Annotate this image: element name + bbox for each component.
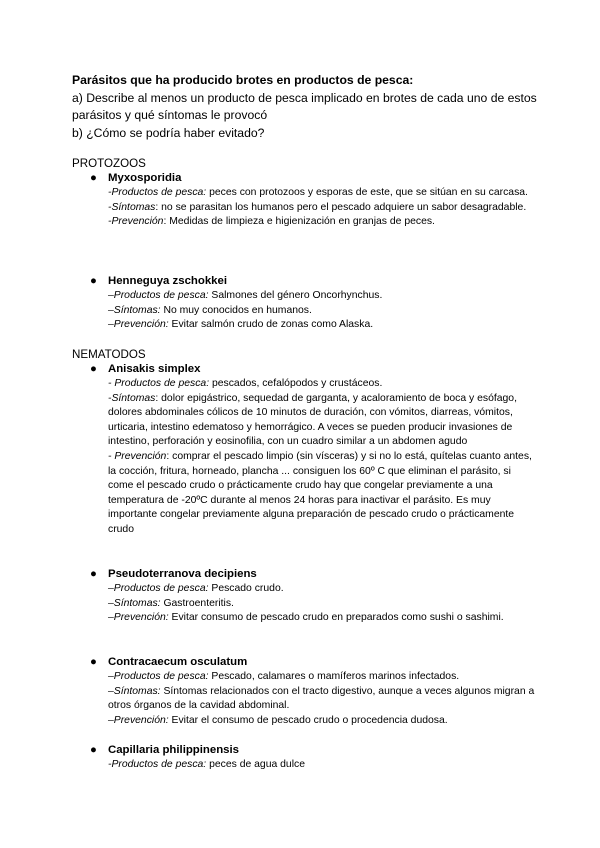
section-title-nematodos: NEMATODOS xyxy=(72,348,146,361)
products-line: –Productos de pesca: Pescado crudo. xyxy=(108,583,284,594)
entry-name: Henneguya zschokkei xyxy=(108,275,228,287)
symptoms-line: -Síntomas: no se parasitan los humanos pero el pescado adquiere un sabor desagradable. xyxy=(108,201,527,213)
prevention-line: –Prevención: Evitar salmón crudo de zonas como Alaska. xyxy=(108,319,374,331)
bullet-icon: ● xyxy=(90,275,97,287)
entry-name: Contracaecum osculatum xyxy=(108,656,248,668)
entry-capillaria xyxy=(90,743,535,773)
symptoms-line: –Síntomas: Síntomas relacionados con el tracto digestivo, aunque a veces algunos migran a otros órganos de la cavidad abdominal. xyxy=(108,685,535,712)
products-line: - Productos de pesca: pescados, cefalópodos y crustáceos. xyxy=(108,378,383,389)
entry-body xyxy=(90,289,535,333)
bullet-icon: ● xyxy=(90,656,97,668)
entry-anisakis xyxy=(90,362,535,538)
entry-heading xyxy=(90,274,535,289)
entry-body xyxy=(90,582,535,626)
entry-pseudoterranova xyxy=(90,567,535,626)
prevention-line: –Prevención: Evitar el consumo de pescado crudo o procedencia dudosa. xyxy=(108,714,448,726)
header xyxy=(72,72,542,142)
entry-body xyxy=(90,377,535,538)
products-line: -Productos de pesca: peces de agua dulce xyxy=(108,759,305,770)
entry-name: Myxosporidia xyxy=(108,172,182,184)
entry-heading xyxy=(90,567,535,582)
question-a: a) Describe al menos un producto de pesca implicado en brotes de cada uno de estos parásitos y qué síntomas le provocó xyxy=(72,90,537,122)
entry-name: Pseudoterranova decipiens xyxy=(108,568,257,580)
symptoms-line: -Síntomas: dolor epigástrico, sequedad de garganta, y acaloramiento de boca y esófago, dolores abdominales cólicos de 10 minutos de duración, con vómitos, diarreas, vómitos, urticaria, intestino edematoso y hemorrágico. A veces se pueden producir invasiones de intestino, perforación y eosinofilia, con un cuadro similar a un abdomen agudo xyxy=(108,392,517,448)
symptoms-line: –Síntomas: No muy conocidos en humanos. xyxy=(108,304,312,316)
products-line: -Productos de pesca: peces con protozoos y esporas de este, que se sitúan en su carcasa. xyxy=(108,187,528,198)
entry-heading xyxy=(90,655,535,670)
bullet-icon: ● xyxy=(90,172,97,184)
prevention-line: - Prevención: comprar el pescado limpio (sin vísceras) y si no lo está, quítelas cuanto antes, la cocción, fritura, horneado, plancha ... consiguen los 60º C que eliminan el parásito, si come el pescado crudo o prácticamente crudo hay que congelar previamente a una temperatura de -20ºC durante al menos 24 horas para inactivar el parásito. Es muy importante congelar previamente alguna preparación de pescado crudo o prácticamente crudo xyxy=(108,450,532,535)
prevention-line: –Prevención: Evitar consumo de pescado crudo en preparados como sushi o sashimi. xyxy=(108,612,504,624)
entry-contracaecum xyxy=(90,655,535,728)
bullet-icon: ● xyxy=(90,568,97,580)
prevention-line: -Prevención: Medidas de limpieza e higienización en granjas de peces. xyxy=(108,216,435,228)
products-line: –Productos de pesca: Pescado, calamares o mamíferos marinos infectados. xyxy=(108,671,460,682)
entry-heading xyxy=(90,362,535,377)
entry-body xyxy=(90,186,535,230)
products-line: –Productos de pesca: Salmones del género Oncorhynchus. xyxy=(108,290,383,301)
entry-heading xyxy=(90,743,535,758)
entry-body xyxy=(90,758,535,773)
entry-body xyxy=(90,670,535,728)
entry-heading xyxy=(90,171,535,186)
question-b: b) ¿Cómo se podría haber evitado? xyxy=(72,125,265,140)
entry-henneguya xyxy=(90,274,535,333)
symptoms-line: –Síntomas: Gastroenteritis. xyxy=(108,597,234,609)
page-title: Parásitos que ha producido brotes en productos de pesca: xyxy=(72,73,414,87)
bullet-icon: ● xyxy=(90,363,97,375)
entry-myxosporidia xyxy=(90,171,535,230)
entry-name: Capillaria philippinensis xyxy=(108,744,240,756)
section-title-protozoos: PROTOZOOS xyxy=(72,157,146,170)
bullet-icon: ● xyxy=(90,744,97,756)
entry-name: Anisakis simplex xyxy=(108,363,201,375)
